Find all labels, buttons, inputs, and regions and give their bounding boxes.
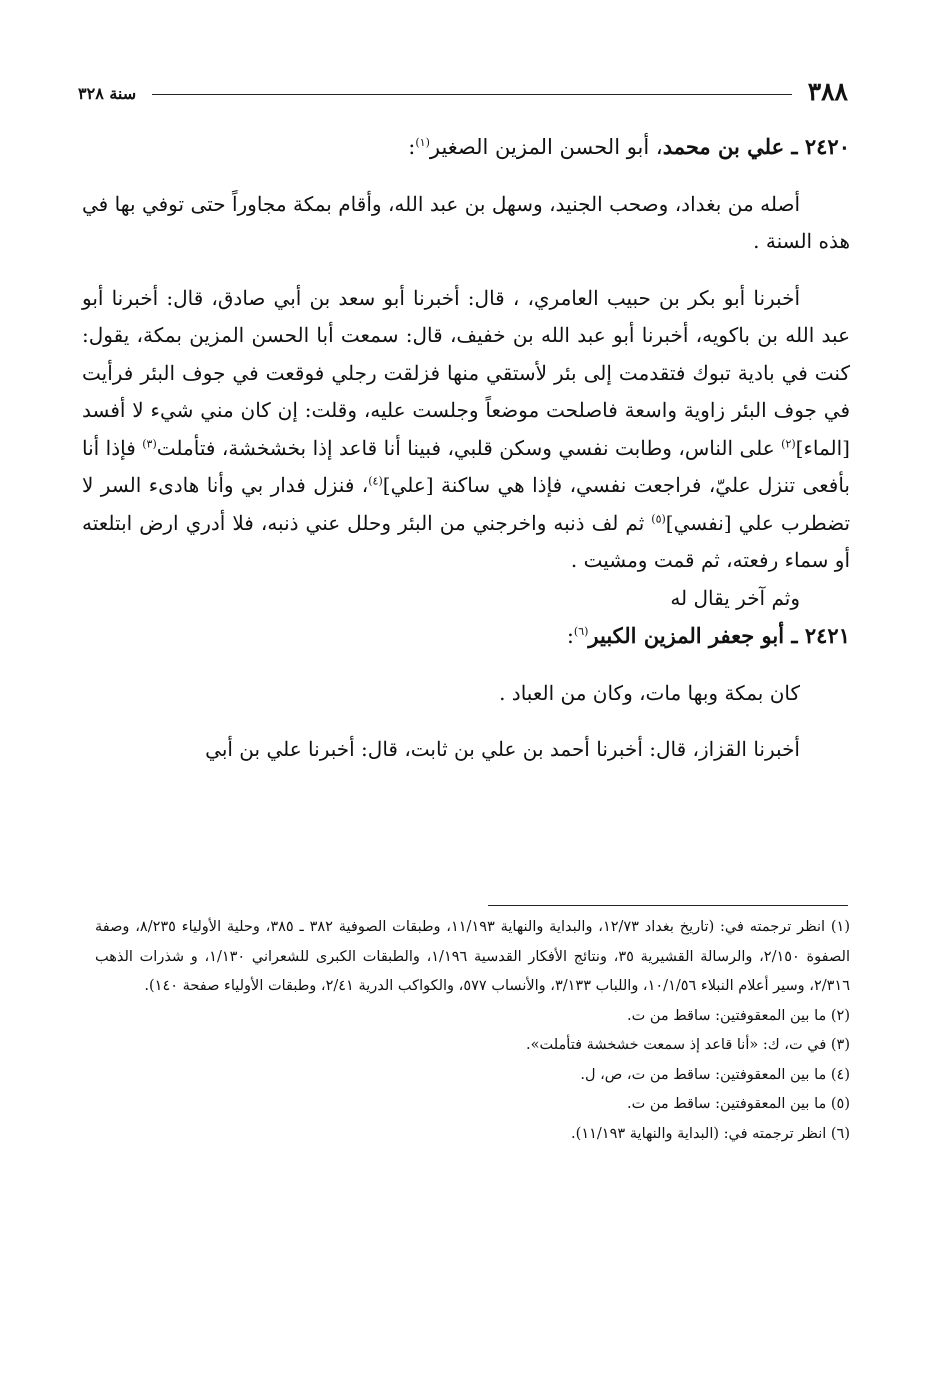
footnote: (٦) انظر ترجمته في: (البداية والنهاية ١١/١٩٣). bbox=[571, 1125, 850, 1142]
bio-paragraph: أصله من بغداد، وصحب الجنيد، وسهل بن عبد الله، وأقام بمكة مجاوراً حتى توفي بها في هذه السنة . bbox=[82, 191, 850, 253]
running-head: سنة ٣٢٨ bbox=[78, 84, 137, 103]
entry-number: ٢٤٢١ bbox=[804, 623, 850, 648]
narration-paragraph: أخبرنا أبو بكر بن حبيب العامري، ، قال: أخبرنا أبو سعد بن أبي صادق، قال: أخبرنا أبو عبد الله بن باكويه، أخبرنا أبو عبد الله بن خفيف، قال: سمعت أبا الحسن المزين بمكة، يقول: كنت في بادية تبوك فتقدمت إلى بئر لأستقي منها فزلقت رجلي فوقعت في جوف البئر فرأيت في جوف البئر زاوية واسعة فاصلحت موضعاً وجلست عليه، وقلت: إن كان مني شيء لا أفسد [الماء]$^{(٢)}$ على الناس، وطابت نفسي وسكن قلبي، فبينا أنا قاعد إذا بخشخشة، فتأملت$^{(٣)}$ فإذا أنا بأفعى تنزل عليّ، فراجعت نفسي، فإذا هي ساكنة [علي]$^{(٤)}$، فنزل فدار بي وأنا هادىء السر لا تضطرب علي [نفسي]$^{(٥)}$ ثم لف ذنبه واخرجني من البئر وحلل عني ذنبه، فلا أدري ارض ابتلعته أو سماء رفعته، ثم قمت ومشيت . bbox=[82, 285, 851, 572]
footnote: (٢) ما بين المعقوفتين: ساقط من ت. bbox=[627, 1007, 850, 1024]
transition-line: وثم آخر يقال له bbox=[670, 585, 800, 610]
entry-number: ٢٤٢٠ bbox=[804, 134, 850, 159]
main-text bbox=[82, 128, 850, 769]
footnote: (٣) في ت، ك: «أنا قاعد إذ سمعت خشخشة فتأملت». bbox=[526, 1037, 850, 1053]
footnote-ref: (٣) bbox=[142, 436, 157, 450]
footnotes bbox=[95, 913, 850, 1149]
entry-name: علي بن محمد bbox=[662, 134, 785, 159]
entry-heading: ٢٤٢١ ـ أبو جعفر المزين الكبير$^{(٦)}$: bbox=[566, 623, 850, 648]
footnote-ref: (٤) bbox=[368, 474, 383, 488]
footnote: (١) انظر ترجمته في: (تاريخ بغداد ١٢/٧٣، والبداية والنهاية ١١/١٩٣، وطبقات الصوفية ٣٨٢ ـ ٣٨٥، وحلية الأولياء ٨/٢٣٥، وصفة الصفوة ٢/١٥٠، والرسالة القشيرية ٣٥، ونتائج الأفكار القدسية ١/١٩٦، والطبقات الكبرى للشعراني ١/١٣٠، و شذرات الذهب ٢/٣١٦، وسير أعلام النبلاء ١٠/١/٥٦، واللباب ٣/١٣٣، والأنساب ٥٧٧، والكواكب الدرية ٢/٤١، وطبقات الأولياء صفحة ١٤٠). bbox=[95, 919, 850, 994]
entry-kunya: ، أبو الحسن المزين الصغير bbox=[429, 135, 663, 159]
header-rule bbox=[152, 94, 792, 95]
bio-paragraph: كان بمكة وبها مات، وكان من العباد . bbox=[499, 680, 800, 705]
page-header bbox=[78, 62, 848, 104]
footnote-ref: (٦) bbox=[573, 625, 589, 638]
footnote-rule bbox=[488, 905, 848, 906]
entry-name: أبو جعفر المزين الكبير bbox=[588, 623, 785, 648]
footnote-ref: (١) bbox=[415, 136, 430, 149]
narration-paragraph: أخبرنا القزاز، قال: أخبرنا أحمد بن علي بن ثابت، قال: أخبرنا علي بن أبي bbox=[205, 737, 800, 761]
entry-heading: ٢٤٢٠ ـ علي بن محمد، أبو الحسن المزين الصغير$^{(١)}$: bbox=[408, 134, 850, 159]
footnote: (٤) ما بين المعقوفتين: ساقط من ت، ص، ل. bbox=[580, 1066, 850, 1083]
footnote-ref: (٢) bbox=[781, 436, 796, 450]
page-number: ٣٨٨ bbox=[807, 77, 848, 106]
footnote: (٥) ما بين المعقوفتين: ساقط من ت. bbox=[627, 1096, 850, 1112]
footnote-ref: (٥) bbox=[651, 511, 666, 525]
